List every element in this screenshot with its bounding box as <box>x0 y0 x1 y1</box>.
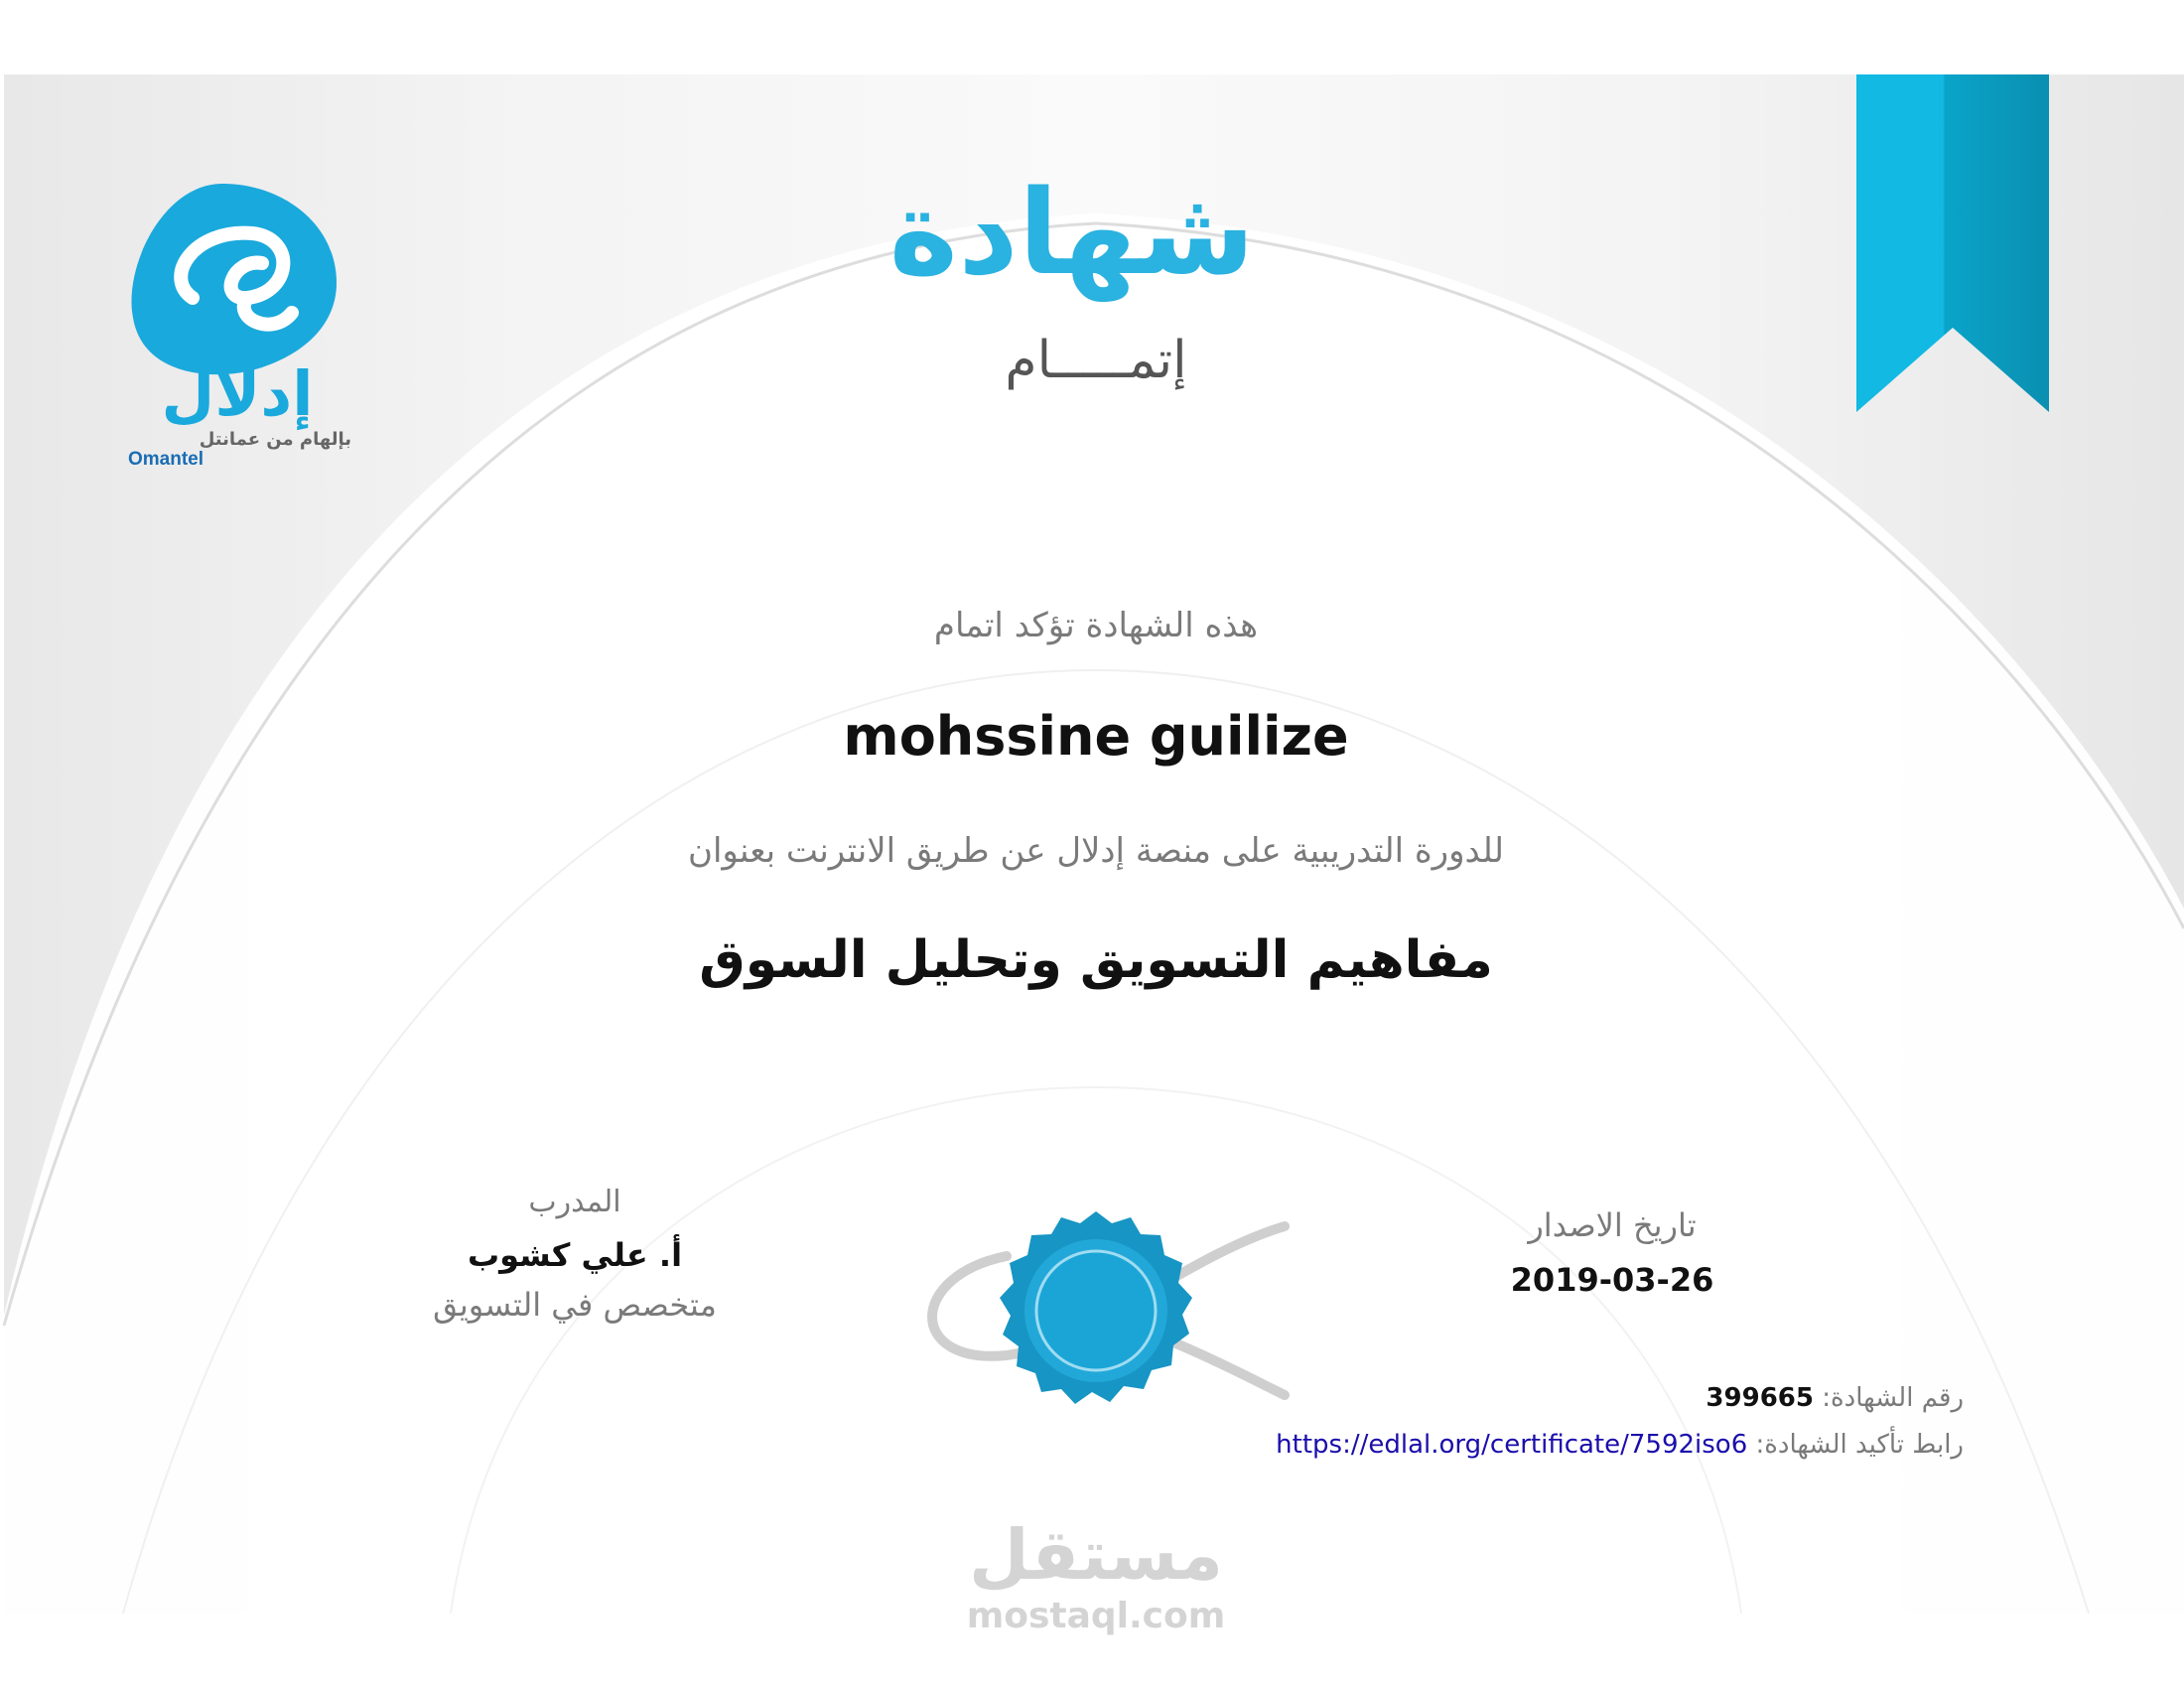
recipient-name: mohssine guilize <box>843 705 1349 768</box>
watermark-arabic: مستقل <box>968 1514 1223 1596</box>
certificate-number-label: رقم الشهادة: <box>1822 1383 1964 1413</box>
certificate-number-value: 399665 <box>1706 1383 1814 1413</box>
certificate-link-row <box>1276 1430 1964 1460</box>
confirm-text: هذه الشهادة تؤكد اتمام <box>933 606 1259 645</box>
edlal-logo <box>123 179 351 470</box>
logo-tagline: بإلهام من عمانتل <box>199 429 351 450</box>
trainer-specialty: متخصص في التسويق <box>433 1286 717 1324</box>
certificate-canvas <box>4 74 2184 1636</box>
certificate-title-art <box>888 134 1255 412</box>
certificate-number-row <box>1706 1383 1964 1413</box>
certificate-link[interactable]: https://edlal.org/certificate/7592iso6 <box>1276 1430 1748 1460</box>
watermark-latin: mostaql.com <box>966 1596 1226 1636</box>
omantel-text: Omantel <box>128 449 205 470</box>
course-intro: للدورة التدريبية على منصة إدلال عن طريق الانترنت بعنوان <box>688 831 1504 871</box>
logo-brand-text: إدلال <box>161 357 314 430</box>
issue-date-label: تاريخ الاصدار <box>1528 1206 1697 1244</box>
mostaql-watermark <box>957 1514 1235 1643</box>
seal-emblem <box>887 1196 1304 1435</box>
course-title: مفاهيم التسويق وتحليل السوق <box>699 930 1493 990</box>
trainer-name: أ. علي كشوب <box>467 1236 683 1274</box>
title-subtitle: إتمـــــام <box>1005 331 1187 390</box>
certificate-link-label: رابط تأكيد الشهادة: <box>1755 1430 1964 1460</box>
issue-date-value: 2019-03-26 <box>1510 1261 1714 1299</box>
trainer-label: المدرب <box>528 1185 621 1219</box>
ribbon-bookmark <box>1856 74 2049 412</box>
title-word: شهادة <box>888 164 1255 301</box>
edlal-logo-mark <box>123 179 351 387</box>
